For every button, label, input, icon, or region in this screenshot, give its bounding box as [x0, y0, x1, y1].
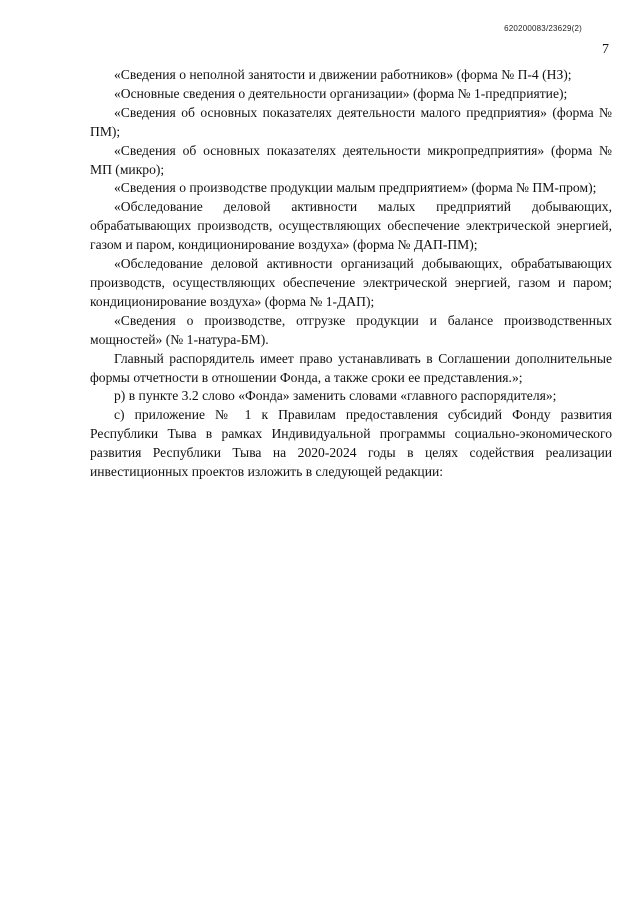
paragraph-amendment-s: с) приложение № 1 к Правилам предоставления субсидий Фонду развития Республики Тыва в рамках Индивидуальной программы социально-экономического развития Республики Тыва на 2020-2024 годы в целях содействия реализации инвестиционных проектов изложить в следующей редакции: [90, 407, 612, 480]
document-body [90, 66, 612, 482]
paragraph-main-distributor-right: Главный распорядитель имеет право устанавливать в Соглашении дополнительные формы отчетности в отношении Фонда, а также сроки ее представления.»; [90, 350, 612, 385]
paragraph-form-1-dap: «Обследование деловой активности организаций добывающих, обрабатывающих производств, осуществляющих обеспечение электрической энергией, газом и паром; кондиционирование воздуха» (форма № 1-ДАП); [90, 256, 612, 309]
paragraph-form-1-predpriyatie: «Основные сведения о деятельности организации» (форма № 1-предприятие); [114, 85, 568, 101]
document-code: 620200083/23629(2) [504, 24, 582, 33]
paragraph-form-1-natura-bm: «Сведения о производстве, отгрузке продукции и балансе производственных мощностей» (№ 1-натура-БМ). [90, 312, 612, 347]
paragraph-amendment-r: р) в пункте 3.2 слово «Фонда» заменить словами «главного распорядителя»; [114, 388, 557, 404]
paragraph-form-pm-prom: «Сведения о производстве продукции малым предприятием» (форма № ПМ-пром); [114, 180, 597, 196]
paragraph-form-pm: «Сведения об основных показателях деятельности малого предприятия» (форма № ПМ); [90, 104, 612, 139]
paragraph-form-mp: «Сведения об основных показателях деятельности микропредприятия» (форма № МП (микро); [90, 142, 612, 177]
paragraph-form-p4: «Сведения о неполной занятости и движении работников» (форма № П-4 (НЗ); [114, 67, 572, 82]
page-number: 7 [602, 42, 609, 57]
paragraph-form-dap-pm: «Обследование деловой активности малых предприятий добывающих, обрабатывающих производств, осуществляющих обеспечение электрической энергией, газом и паром, кондиционирование воздуха» (форма № ДАП-ПМ); [90, 199, 612, 253]
